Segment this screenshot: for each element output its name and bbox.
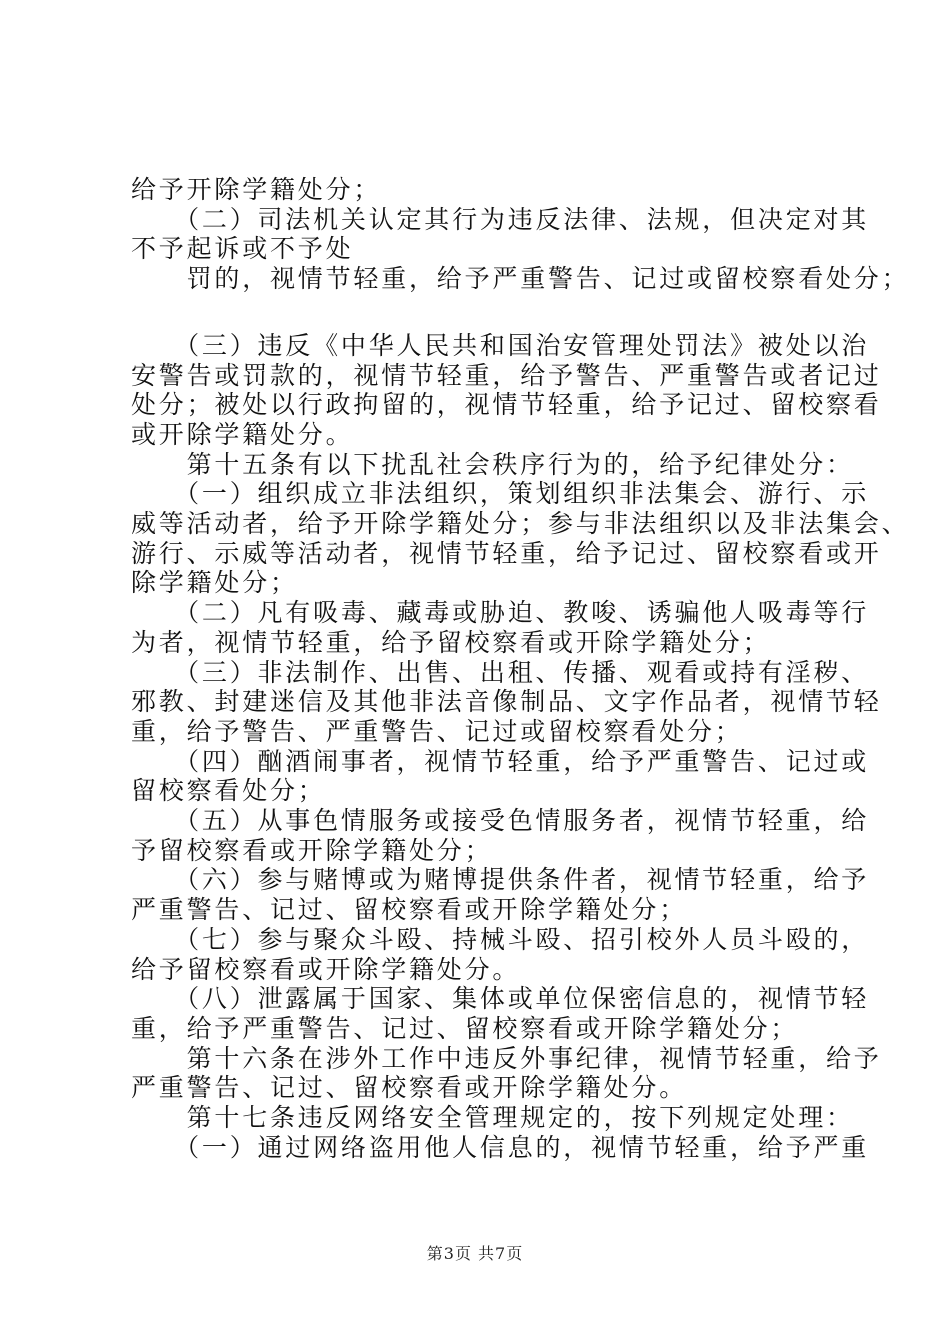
- document-body: [131, 175, 910, 1163]
- text-line: （二）凡有吸毒、藏毒或胁迫、教唆、诱骗他人吸毒等行: [131, 598, 870, 628]
- text-line: 留校察看处分；: [131, 776, 326, 806]
- text-line: （四）酗酒闹事者，视情节轻重，给予严重警告、记过或: [131, 746, 870, 776]
- paragraph-gap: [131, 294, 841, 331]
- text-line: 重，给予严重警告、记过、留校察看或开除学籍处分；: [131, 1013, 799, 1043]
- text-line: （二）司法机关认定其行为违反法律、法规，但决定对其: [131, 204, 870, 234]
- text-line: 邪教、封建迷信及其他非法音像制品、文字作品者，视情节轻: [131, 687, 882, 717]
- text-line: （一）通过网络盗用他人信息的，视情节轻重，给予严重: [131, 1132, 870, 1162]
- text-line: 罚的，视情节轻重，给予严重警告、记过或留校察看处分；: [131, 264, 910, 294]
- text-line: 游行、示威等活动者，视情节轻重，给予记过、留校察看或开: [131, 538, 882, 568]
- text-line: 不予起诉或不予处: [131, 234, 354, 264]
- text-line: 给予留校察看或开除学籍处分。: [131, 954, 521, 984]
- text-line: 严重警告、记过、留校察看或开除学籍处分。: [131, 1073, 688, 1103]
- text-line: （八）泄露属于国家、集体或单位保密信息的，视情节轻: [131, 984, 870, 1014]
- text-line: 为者，视情节轻重，给予留校察看或开除学籍处分；: [131, 627, 771, 657]
- text-line: （三）违反《中华人民共和国治安管理处罚法》被处以治: [131, 330, 870, 360]
- text-line: （七）参与聚众斗殴、持械斗殴、招引校外人员斗殴的，: [131, 924, 870, 954]
- text-line: 第十七条违反网络安全管理规定的，按下列规定处理：: [131, 1103, 854, 1133]
- text-line: （三）非法制作、出售、出租、传播、观看或持有淫秽、: [131, 657, 870, 687]
- page-number-footer: 第3页 共7页: [426, 1244, 524, 1263]
- text-line: 第十五条有以下扰乱社会秩序行为的，给予纪律处分：: [131, 449, 854, 479]
- text-line: 除学籍处分；: [131, 568, 298, 598]
- text-line: 给予开除学籍处分；: [131, 175, 382, 204]
- text-line: 威等活动者，给予开除学籍处分；参与非法组织以及非法集会、: [131, 509, 910, 539]
- text-line: （一）组织成立非法组织，策划组织非法集会、游行、示: [131, 479, 870, 509]
- text-line: 处分；被处以行政拘留的，视情节轻重，给予记过、留校察看: [131, 390, 882, 420]
- text-line: 或开除学籍处分。: [131, 419, 354, 449]
- text-line: （六）参与赌博或为赌博提供条件者，视情节轻重，给予: [131, 865, 870, 895]
- text-line: 安警告或罚款的，视情节轻重，给予警告、严重警告或者记过: [131, 360, 882, 390]
- text-line: 第十六条在涉外工作中违反外事纪律，视情节轻重，给予: [131, 1043, 882, 1073]
- text-line: 予留校察看或开除学籍处分；: [131, 835, 493, 865]
- text-line: 严重警告、记过、留校察看或开除学籍处分；: [131, 895, 688, 925]
- text-line: 重，给予警告、严重警告、记过或留校察看处分；: [131, 716, 743, 746]
- text-line: （五）从事色情服务或接受色情服务者，视情节轻重，给: [131, 806, 870, 836]
